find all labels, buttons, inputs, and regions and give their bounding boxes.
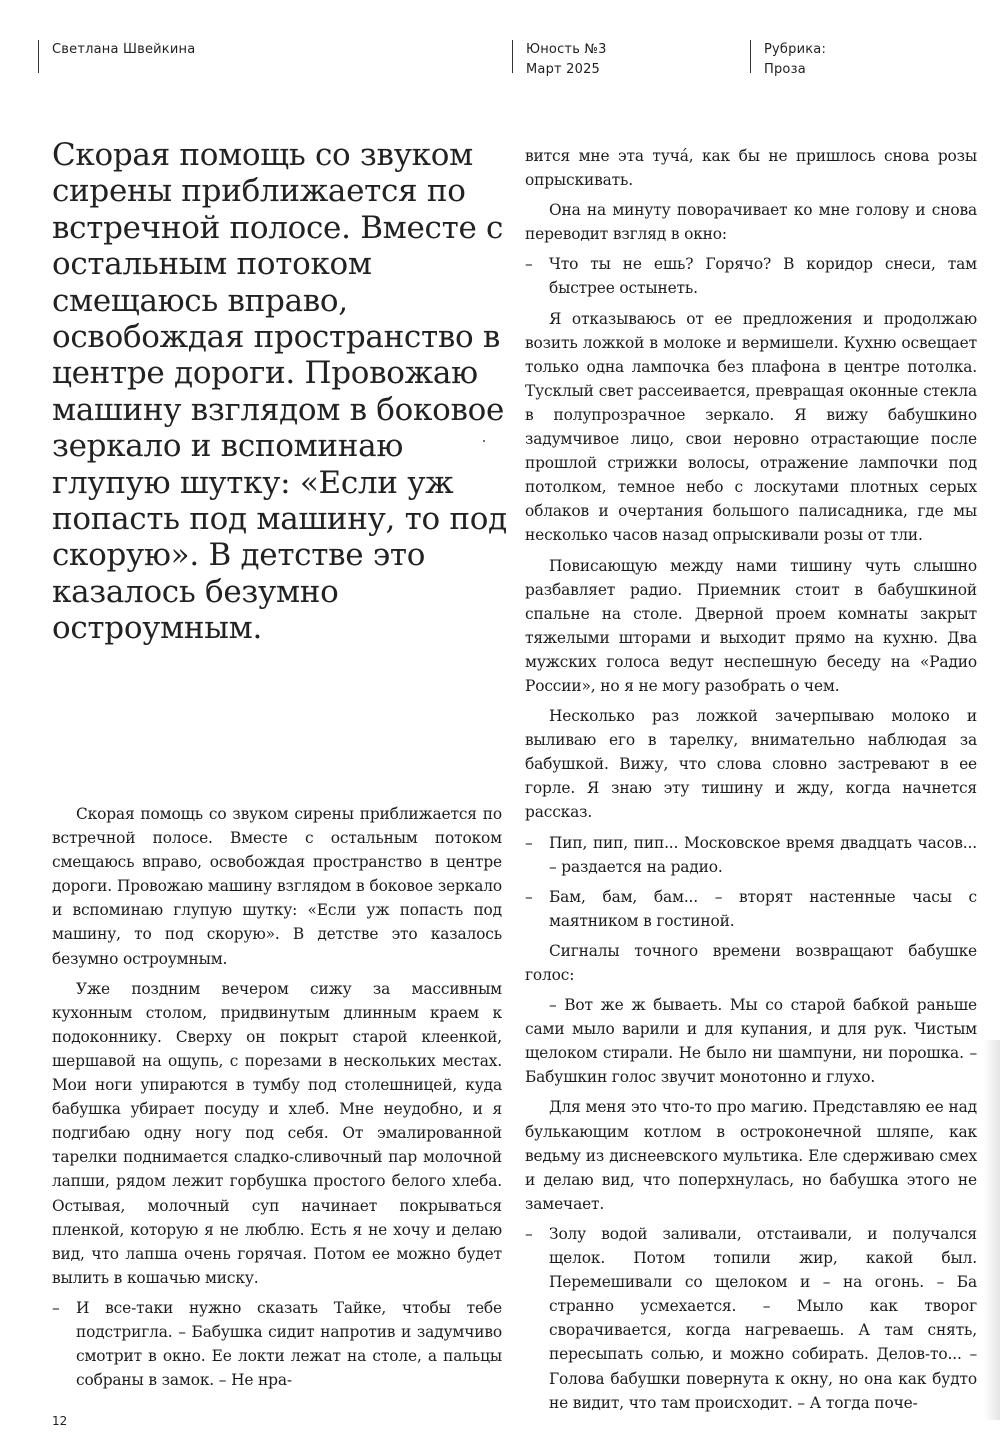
paragraph: Сигналы точного времени возвращают бабушке голос: — [525, 941, 977, 984]
lead-paragraph: Скорая помощь со звуком сирены приближается по встречной полосе. Вместе с остальным потоком смещаюсь вправо, освобождая пространство в центре дороги. Провожаю машину взглядом в боковое зеркало и вспоминаю глупую шутку: «Если уж попасть под машину, то под скорую». В детстве это казалось безумно остроумным. — [52, 137, 507, 647]
rubric-info — [764, 40, 826, 80]
paragraph: Для меня это что-то про магию. Представляю ее над булькающим котлом в остроконечной шляпе, как ведьму из диснеевского мультика. Еле сдерживаю смех и делаю вид, что поперхнулась, но бабушка этого не замечает. — [525, 1098, 977, 1213]
paragraph: Я отказываюсь от ее предложения и продолжаю возить ложкой в молоке и вермишели. Кухню освещает только одна лампочка без плафона в центре потолка. Тусклый свет рассеивается, превращая оконные стекла в полупрозрачное зеркало. Я вижу бабушкино задумчивое лицо, свои неровно отрастающие после прошлой стрижки волосы, отражение лампочки под потолком, темное небо с лоскутами плотных серых облаков и очертания большого палисадника, где мы несколько часов назад опрыскивали розы от тли. — [525, 309, 977, 545]
left-column — [52, 802, 502, 1398]
issue-date: Март 2025 — [526, 62, 601, 77]
paragraph: вится мне эта тучá, как бы не пришлось снова розы опрыскивать. — [525, 147, 977, 190]
header-divider — [512, 40, 513, 73]
dialogue-line: – И все-таки нужно сказать Тайке, чтобы тебе подстригла. – Бабушка сидит напротив и задумчиво смотрит в окно. Ее локти лежат на столе, а пальцы собраны в замок. – Не нра- — [52, 1296, 502, 1392]
page-number: 12 — [52, 1414, 68, 1428]
paragraph: Уже поздним вечером сижу за массивным кухонным столом, придвинутым длинным краем к подоконнику. Сверху он покрыт старой клеенкой, шершавой на ощупь, с порезами в нескольких местах. Мои ноги упираются в тумбу под столешницей, куда бабушка убирает посуду и хлеб. Мне неудобно, и я подгибаю одну ногу под себя. От эмалированной тарелки поднимается сладко-сливочный пар молочной лапши, рядом лежит горбушка простого белого хлеба. Остывая, молочный суп начинает покрываться пленкой, которую я не люблю. Есть я не хочу и делаю вид, что лапша очень горячая. Потом ее можно будет вылить в кошачью миску. — [52, 979, 502, 1287]
dialogue-line: – Бам, бам, бам... – вторят настенные часы с маятником в гостиной. — [525, 885, 977, 933]
page-edge-shadow — [984, 1040, 1000, 1420]
right-column — [525, 144, 977, 1421]
paragraph: Она на минуту поворачивает ко мне голову и снова переводит взгляд в окно: — [525, 201, 977, 244]
rubric-label: Рубрика: — [764, 42, 827, 57]
dialogue-line: – Золу водой заливали, отстаивали, и получался щелок. Потом топили жир, какой был. Перемешивали со щелоком и – на огонь. – Ба странно усмехается. – Мыло как творог сворачивается, когда нагреваешь. А там снять, пересыпать солью, и можно собирать. Делов-то... – Голова бабушки повернута к окну, но она как будто не видит, что там происходит. – А тогда поче- — [525, 1222, 977, 1415]
rubric-value: Проза — [764, 62, 806, 77]
paragraph: Скорая помощь со звуком сирены приближается по встречной полосе. Вместе с остальным потоком смещаюсь вправо, освобождая пространство в центре дороги. Провожаю машину взглядом в боковое зеркало и вспоминаю глупую шутку: «Если уж попасть под машину, то под скорую». В детстве это казалось безумно остроумным. — [52, 805, 502, 968]
author-name: Светлана Швейкина — [52, 42, 196, 57]
decorative-dot — [483, 440, 485, 442]
paragraph: Повисающую между нами тишину чуть слышно разбавляет радио. Приемник стоит в бабушкиной спальне на столе. Дверной проем комнаты закрыт тяжелыми шторами и выходит прямо на кухню. Два мужских голоса ведут неспешную беседу на «Радио России», но я не могу разобрать о чем. — [525, 556, 977, 695]
paragraph: – Вот же ж бываеть. Мы со старой бабкой раньше сами мыло варили и для купания, и для рук. Чистым щелоком стирали. Не было ни шампуни, ни порошка. – Бабушкин голос звучит монотонно и глухо. — [525, 996, 977, 1087]
dialogue-line: – Пип, пип, пип... Московское время двадцать часов... – раздается на радио. — [525, 831, 977, 879]
header-divider — [750, 40, 751, 73]
paragraph: Несколько раз ложкой зачерпываю молоко и выливаю его в тарелку, внимательно наблюдая за бабушкой. Вижу, что слова словно застревают в ее горле. Я знаю эту тишину и жду, когда начнется рассказ. — [525, 707, 977, 822]
issue-info — [526, 40, 607, 80]
header-divider — [38, 40, 39, 73]
dialogue-line: – Что ты не ешь? Горячо? В коридор снеси, там быстрее остынеть. — [525, 252, 977, 300]
magazine-title: Юность №3 — [526, 42, 607, 57]
